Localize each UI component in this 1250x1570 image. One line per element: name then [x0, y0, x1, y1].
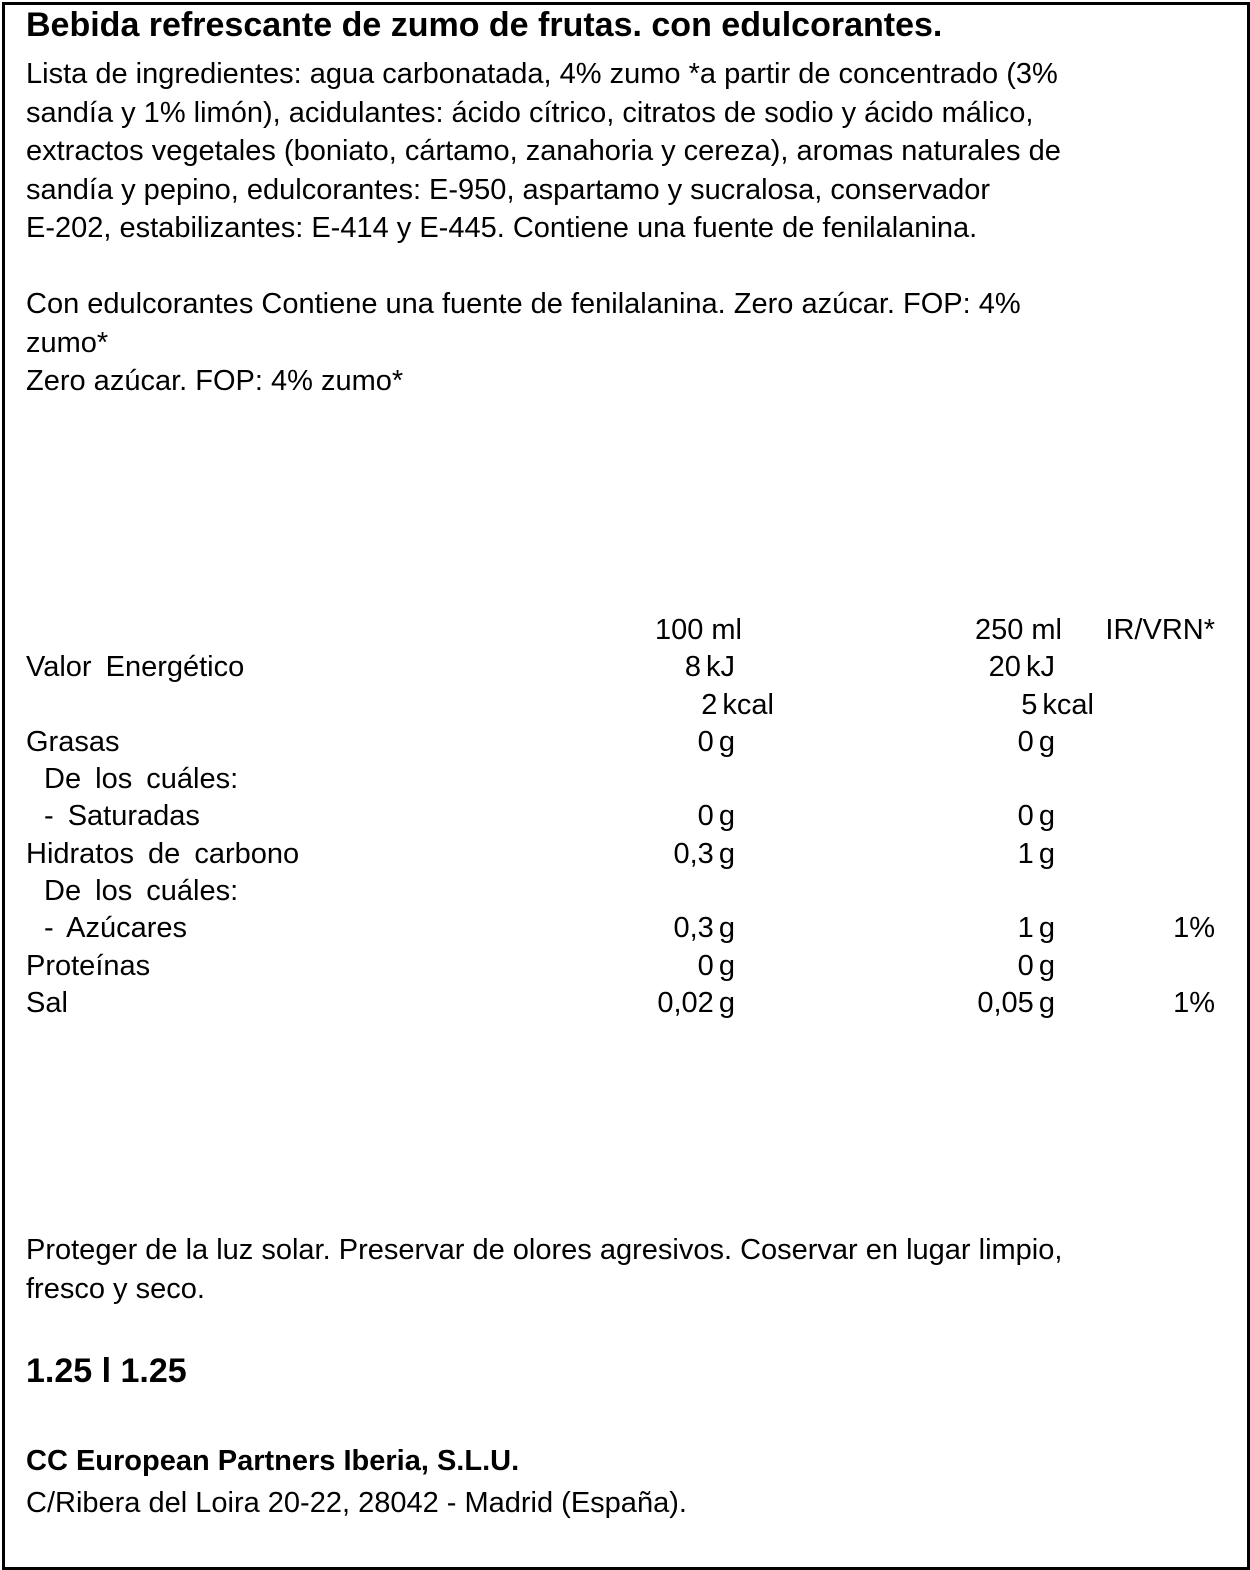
value-per-100ml: 0 g [697, 800, 735, 833]
nutrition-row-saturates [0, 798, 1250, 835]
nutrition-row-salt [0, 985, 1250, 1022]
company-name: CC European Partners Iberia, S.L.U. [26, 1445, 520, 1477]
value-per-250ml: 1 g [1017, 837, 1055, 870]
ingredients-list [26, 55, 1216, 248]
nutrient-label: De los cuáles: [44, 875, 239, 908]
header-ir-vrn: IR/VRN* [1105, 614, 1215, 646]
storage-line: fresco y seco. [26, 1272, 205, 1305]
nutrient-label: - Saturadas [44, 800, 200, 833]
storage-line: Proteger de la luz solar. Preservar de olores agresivos. Coservar en lugar limpio, [26, 1234, 1063, 1266]
value-ir: 1% [1173, 912, 1215, 945]
value-per-100ml: 8 kJ [684, 651, 735, 684]
nutrition-table [0, 612, 1250, 1022]
nutrient-label: De los cuáles: [44, 763, 239, 796]
claims-line: Zero azúcar. FOP: 4% zumo* [26, 365, 404, 397]
nutrition-header-row [0, 612, 1250, 649]
value-per-100ml: 0,3 g [673, 837, 735, 870]
nutrient-label: Hidratos de carbono [26, 837, 300, 870]
value-per-250ml: 0 g [1017, 800, 1055, 833]
nutrition-row-fat [0, 724, 1250, 761]
value-per-250ml: 20 kJ [988, 651, 1055, 684]
ingredients-line: extractos vegetales (boniato, cártamo, zanahoria y cereza), aromas naturales de [26, 135, 1061, 167]
value-per-250ml: 5 kcal [1021, 688, 1094, 721]
nutrition-row-sugars [0, 910, 1250, 947]
ingredients-line: sandía y 1% limón), acidulantes: ácido cítrico, citratos de sodio y ácido málico, [26, 96, 1034, 129]
ingredients-line: E-202, estabilizantes: E-414 y E-445. Contiene una fuente de fenilalanina. [26, 212, 978, 244]
value-per-100ml: 0,3 g [673, 912, 735, 945]
value-per-100ml: 0,02 g [657, 986, 735, 1019]
ingredients-line: Lista de ingredientes: agua carbonatada, 4% zumo *a partir de concentrado (3% [26, 58, 1058, 90]
value-per-250ml: 0 g [1017, 949, 1055, 982]
nutrition-row-energy-kj [0, 649, 1250, 686]
value-per-100ml: 0 g [697, 725, 735, 758]
nutrient-label: - Azúcares [44, 912, 187, 945]
nutrient-label: Proteínas [26, 949, 151, 982]
value-per-250ml: 0 g [1017, 725, 1055, 758]
nutrient-label: Valor Energético [26, 651, 245, 684]
header-per-250ml: 250 ml [974, 614, 1062, 646]
nutrition-row-of-which [0, 873, 1250, 910]
claims-line: zumo* [26, 326, 109, 359]
company-address: C/Ribera del Loira 20-22, 28042 - Madrid (España). [26, 1487, 687, 1519]
value-per-100ml: 2 kcal [701, 688, 774, 721]
header-per-100ml: 100 ml [654, 614, 742, 646]
net-volume: 1.25 l 1.25 [26, 1352, 187, 1390]
nutrient-label: Grasas [26, 725, 120, 758]
value-per-100ml: 0 g [697, 949, 735, 982]
claims-line: Con edulcorantes Contiene una fuente de fenilalanina. Zero azúcar. FOP: 4% [26, 288, 1021, 320]
value-per-250ml: 0,05 g [977, 986, 1055, 1019]
product-claims [26, 285, 1216, 401]
nutrition-row-of-which [0, 761, 1250, 798]
ingredients-line: sandía y pepino, edulcorantes: E-950, aspartamo y sucralosa, conservador [26, 173, 990, 206]
value-per-250ml: 1 g [1017, 912, 1055, 945]
nutrition-row-energy-kcal [0, 687, 1250, 724]
nutrition-row-carbohydrates [0, 836, 1250, 873]
nutrition-row-protein [0, 948, 1250, 985]
product-title: Bebida refrescante de zumo de frutas. con edulcorantes. [26, 6, 943, 44]
nutrient-label: Sal [26, 986, 68, 1019]
storage-instructions [26, 1231, 1216, 1308]
value-ir: 1% [1173, 986, 1215, 1019]
